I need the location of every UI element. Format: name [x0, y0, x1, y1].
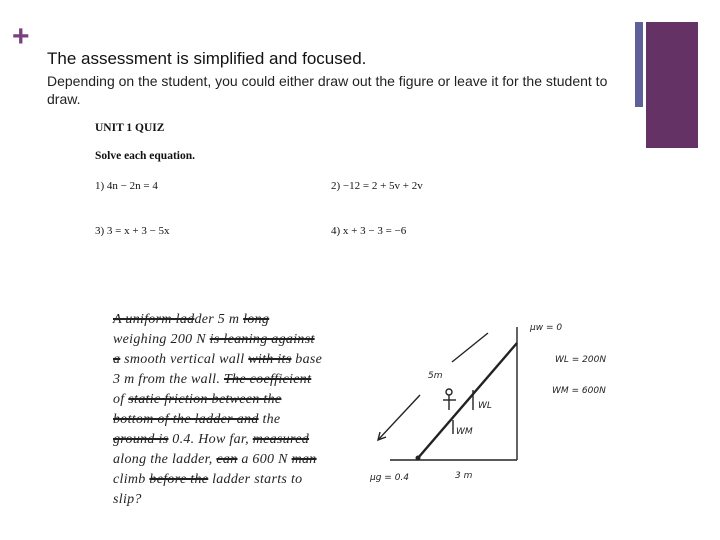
problem-text: 0.4. How far,	[168, 432, 253, 447]
stick-man-head	[446, 389, 452, 395]
mu-wall-label: μw = 0	[530, 323, 563, 333]
weight-ladder-label: WL = 200N	[555, 355, 607, 365]
struck-text: before the	[149, 472, 209, 487]
struck-text: is leaning against	[209, 332, 315, 347]
equation-2: 2) −12 = 2 + 5v + 2v	[331, 180, 423, 192]
quiz-title: UNIT 1 QUIZ	[95, 122, 165, 134]
problem-text: base	[291, 352, 323, 367]
problem-text: the	[258, 412, 281, 427]
struck-text: A uniform lad	[113, 312, 195, 327]
length-label: 5m	[428, 371, 443, 381]
struck-text: with its	[248, 352, 292, 367]
length-arrow-lower	[378, 395, 420, 440]
struck-text: man	[291, 452, 317, 467]
problem-text: der 5 m	[194, 312, 244, 327]
struck-text: ground is	[113, 432, 169, 447]
length-arrow-upper	[452, 333, 488, 362]
struck-text: The coefficient	[223, 372, 312, 387]
ladder-line	[418, 343, 517, 458]
slide-title: The assessment is simplified and focused.	[47, 49, 367, 68]
wl-arrow-label: WL	[478, 401, 492, 411]
problem-text: weighing 200 N	[113, 332, 210, 347]
mu-ground-label: μg = 0.4	[370, 473, 410, 483]
slide-subtitle: Depending on the student, you could either draw out the figure or leave it for the student to draw.	[47, 73, 608, 107]
struck-text: a	[113, 352, 121, 367]
problem-text: ladder starts to	[208, 472, 303, 487]
struck-text: static friction between the	[128, 392, 282, 407]
plus-icon: +	[12, 20, 30, 53]
struck-text: bottom of the ladder and	[113, 412, 259, 427]
wm-arrow-label: WM	[456, 427, 473, 437]
base-label: 3 m	[455, 471, 473, 481]
equation-4: 4) x + 3 − 3 = −6	[331, 225, 407, 237]
struck-text: can	[216, 452, 238, 467]
problem-text: of	[113, 392, 129, 407]
struck-text: long	[243, 312, 270, 327]
weight-man-label: WM = 600N	[552, 386, 606, 396]
struck-text: measured	[252, 432, 310, 447]
equation-1: 1) 4n − 2n = 4	[95, 180, 158, 192]
problem-text: slip?	[113, 492, 142, 507]
equation-3: 3) 3 = x + 3 − 5x	[95, 225, 170, 237]
quiz-instruction: Solve each equation.	[95, 150, 195, 162]
problem-text: a 600 N	[237, 452, 292, 467]
problem-text: smooth vertical wall	[120, 352, 249, 367]
problem-text: along the ladder,	[113, 452, 217, 467]
problem-text: 3 m from the wall.	[113, 372, 224, 387]
ladder-foot-dot	[416, 456, 421, 461]
problem-text: climb	[113, 472, 150, 487]
